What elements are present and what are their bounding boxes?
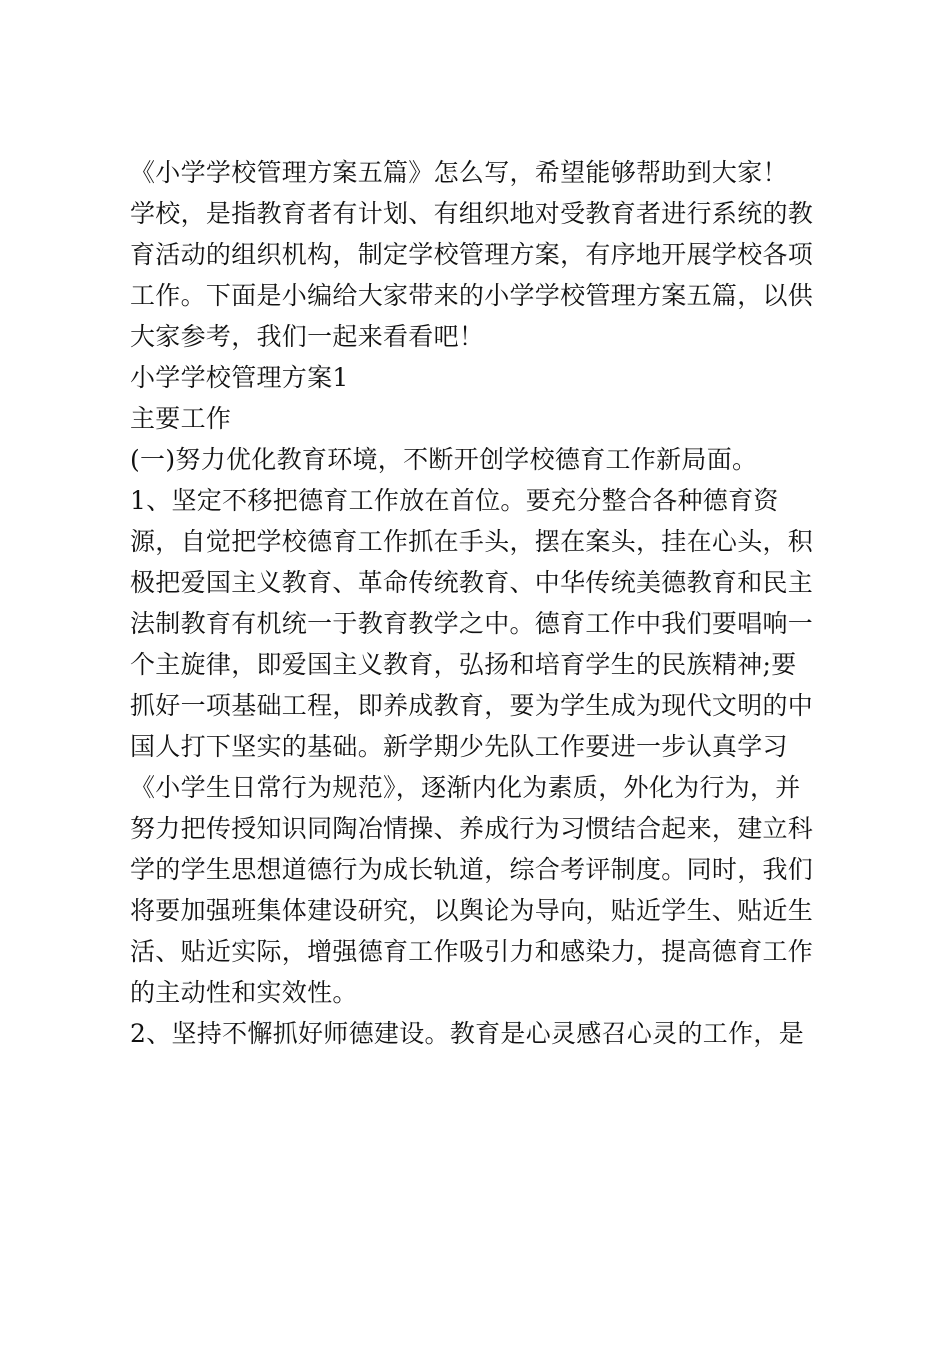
point-1-line: 极把爱国主义教育、革命传统教育、中华传统美德教育和民主 [130, 568, 814, 597]
point-1-line: 个主旋律，即爱国主义教育，弘扬和培育学生的民族精神;要 [130, 650, 797, 679]
point-1-line: 抓好一项基础工程，即养成教育，要为学生成为现代文明的中 [130, 691, 814, 720]
intro-line: 学校，是指教育者有计划、有组织地对受教育者进行系统的教 [130, 199, 814, 228]
intro-paragraph [130, 152, 822, 357]
point-1-line: 1、坚定不移把德育工作放在首位。要充分整合各种德育资 [130, 486, 779, 515]
point-1-line: 法制教育有机统一于教育教学之中。德育工作中我们要唱响一 [130, 609, 814, 638]
section-title: 小学学校管理方案1 [130, 363, 349, 392]
point-1-line: 学的学生思想道德行为成长轨道，综合考评制度。同时，我们 [130, 855, 814, 884]
point-1-line: 国人打下坚实的基础。新学期少先队工作要进一步认真学习 [130, 732, 788, 761]
point-2-paragraph [130, 1013, 822, 1054]
intro-line: 育活动的组织机构，制定学校管理方案，有序地开展学校各项 [130, 240, 814, 269]
point-1-line: 《小学生日常行为规范》，逐渐内化为素质，外化为行为，并 [130, 773, 801, 802]
point-2-line: 2、坚持不懈抓好师德建设。教育是心灵感召心灵的工作，是 [130, 1019, 805, 1048]
document-body [130, 152, 822, 1054]
point-1-line: 将要加强班集体建设研究，以舆论为导向，贴近学生、贴近生 [130, 896, 814, 925]
point-1-line: 源，自觉把学校德育工作抓在手头，摆在案头，挂在心头，积 [130, 527, 814, 556]
point-1-paragraph [130, 480, 822, 1013]
item-heading: (一)努力优化教育环境，不断开创学校德育工作新局面。 [130, 445, 758, 474]
point-1-line: 的主动性和实效性。 [130, 978, 358, 1007]
point-1-line: 活、贴近实际，增强德育工作吸引力和感染力，提高德育工作 [130, 937, 814, 966]
intro-line: 《小学学校管理方案五篇》怎么写，希望能够帮助到大家！ [130, 158, 788, 187]
subheading: 主要工作 [130, 404, 232, 433]
intro-line: 工作。下面是小编给大家带来的小学学校管理方案五篇，以供 [130, 281, 814, 310]
intro-line: 大家参考，我们一起来看看吧！ [130, 322, 485, 351]
point-1-line: 努力把传授知识同陶冶情操、养成行为习惯结合起来，建立科 [130, 814, 814, 843]
